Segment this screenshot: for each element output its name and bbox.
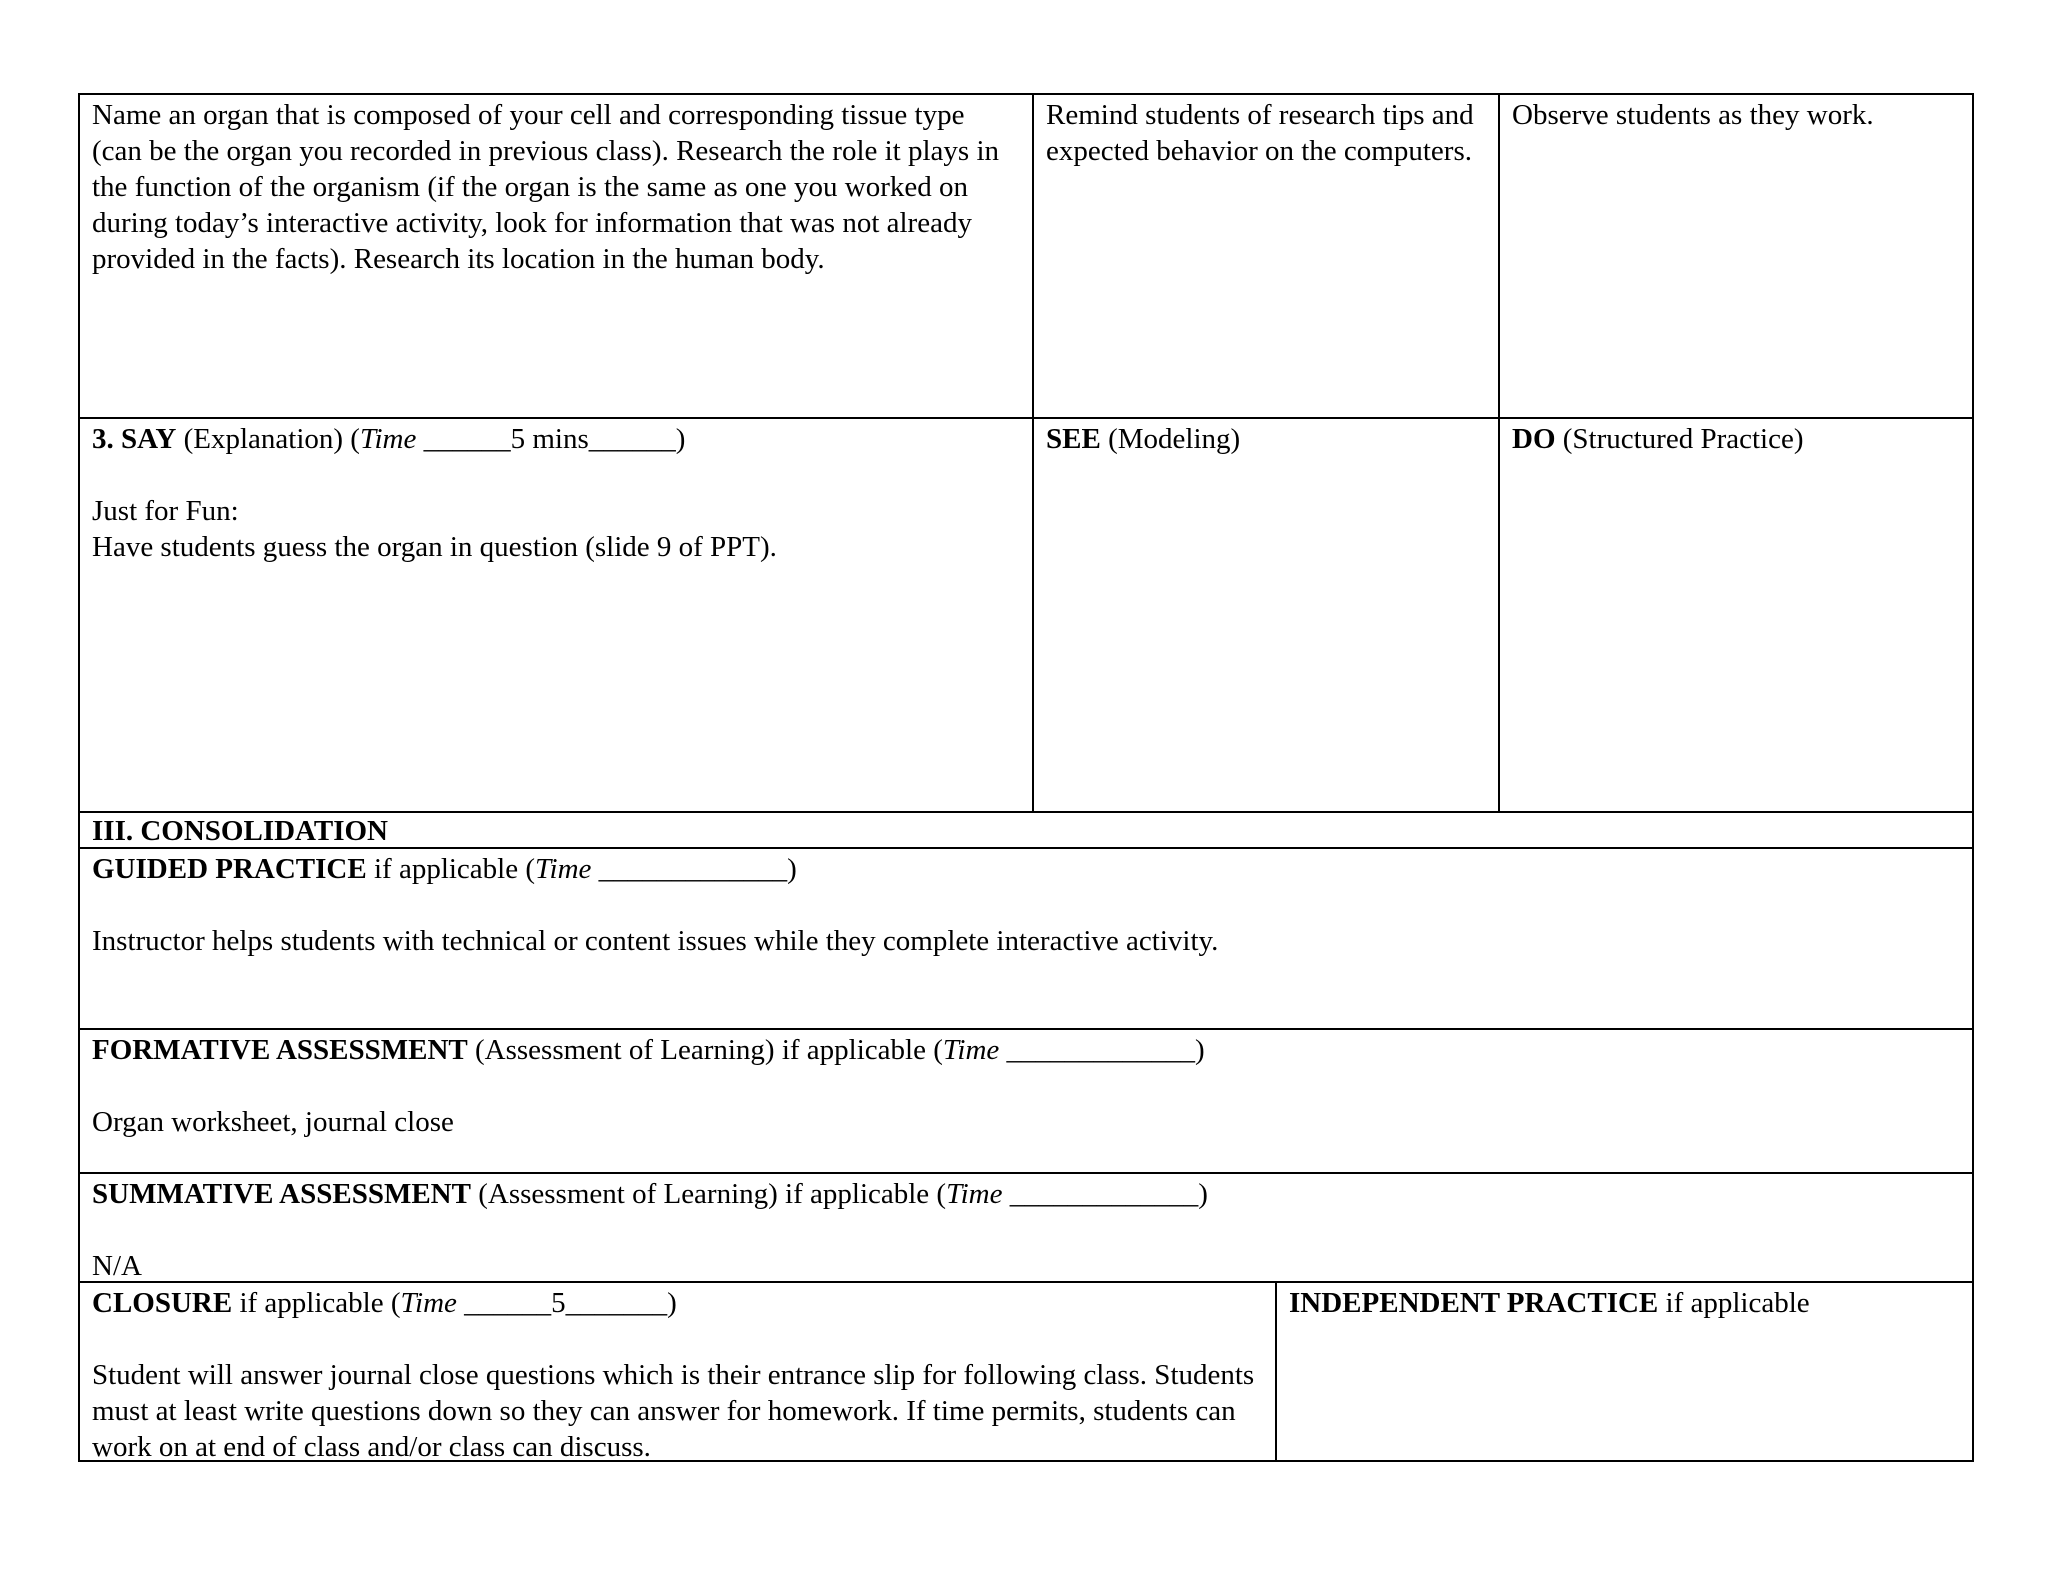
see-heading: SEE (Modeling) — [1046, 423, 1241, 455]
say-cell — [80, 419, 1032, 811]
guided-practice-text: Instructor helps students with technical or content issues while they complete interactive activity. — [92, 925, 1219, 957]
formative-assessment-heading: FORMATIVE ASSESSMENT (Assessment of Learning) if applicable (Time _____________) — [92, 1034, 1205, 1066]
formative-assessment-text: Organ worksheet, journal close — [92, 1106, 454, 1138]
see-cell — [1034, 419, 1498, 811]
reminder-text: Remind students of research tips and expected behavior on the computers. — [1046, 99, 1474, 167]
independent-practice-cell — [1277, 1283, 1972, 1460]
task-description: Name an organ that is composed of your cell and corresponding tissue type (can be the organ you recorded in previous class). Research the role it plays in the function of the organism (if the organ is the same as one you worked on during today’s interactive activity, look for information that was not already provided in the facts). Research its location in the human body. — [92, 99, 1000, 275]
guided-practice-cell — [80, 849, 1972, 1028]
consolidation-cell — [80, 813, 1972, 847]
top-row-reminder-cell — [1034, 95, 1498, 417]
formative-assessment-cell — [80, 1030, 1972, 1172]
table-border-right — [1972, 93, 1974, 1462]
observe-text: Observe students as they work. — [1512, 99, 1874, 131]
do-cell — [1500, 419, 1972, 811]
independent-practice-heading: INDEPENDENT PRACTICE if applicable — [1289, 1287, 1810, 1319]
do-heading: DO (Structured Practice) — [1512, 423, 1804, 455]
closure-text: Student will answer journal close questions which is their entrance slip for following class. Students must at least write questions down so they can answer for homework. If time permits, students can work on at end of class and/or class can discuss. — [92, 1359, 1255, 1463]
summative-assessment-text: N/A — [92, 1250, 142, 1282]
top-row-observe-cell — [1500, 95, 1972, 417]
closure-cell — [80, 1283, 1275, 1463]
summative-assessment-cell — [80, 1174, 1972, 1281]
guided-practice-heading: GUIDED PRACTICE if applicable (Time _____________) — [92, 853, 797, 885]
top-row-task-cell — [80, 95, 1032, 417]
say-heading: 3. SAY (Explanation) (Time ______5 mins______) — [92, 423, 686, 455]
consolidation-title: III. CONSOLIDATION — [92, 815, 388, 847]
closure-heading: CLOSURE if applicable (Time ______5_______) — [92, 1287, 677, 1319]
say-line-2: Have students guess the organ in question (slide 9 of PPT). — [92, 531, 777, 563]
summative-assessment-heading: SUMMATIVE ASSESSMENT (Assessment of Learning) if applicable (Time _____________) — [92, 1178, 1208, 1210]
say-line-1: Just for Fun: — [92, 495, 239, 527]
